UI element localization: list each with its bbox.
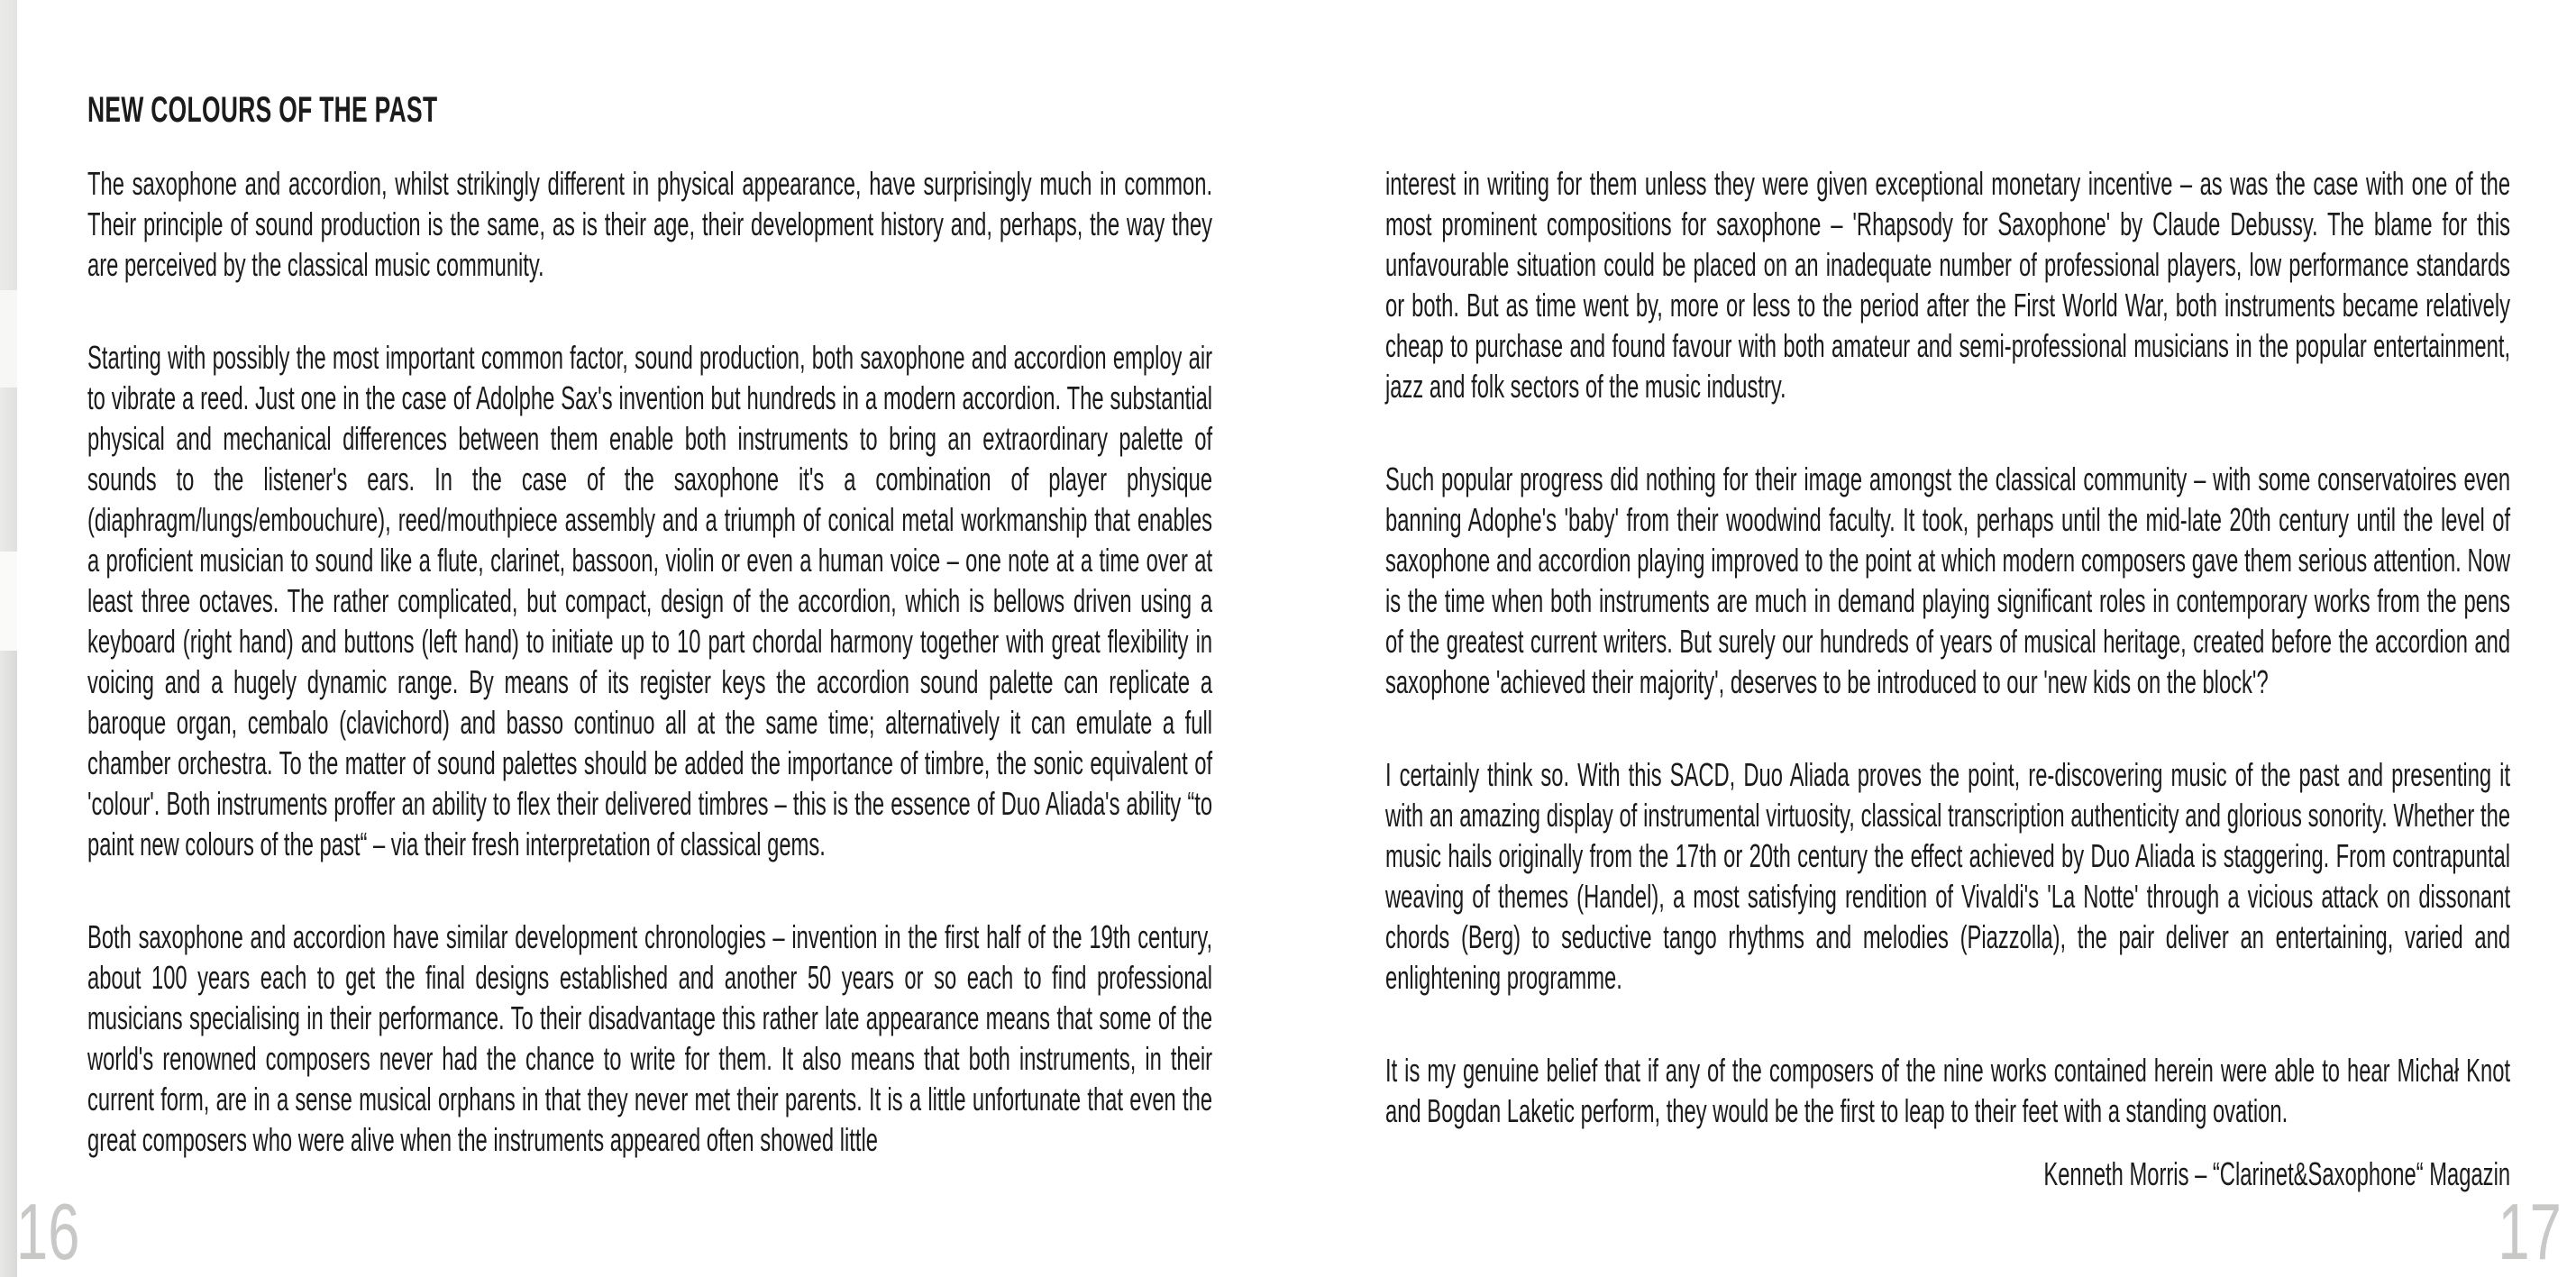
left-column	[87, 0, 1212, 1160]
left-paragraph-2: Starting with possibly the most important common factor, sound production, both saxophone and accordion employ air to vibrate a reed. Just one in the case of Adolphe Sax's invention but hundreds in a modern accordion. The substantial physical and mechanical differences between them enable both instruments to bring an extraordinary palette of sounds to the listener's ears. In the case of the saxophone it's a combination of player physique (diaphragm/lungs/embouchure), reed/mouthpiece assembly and a triumph of conical metal workmanship that enables a proficient musician to sound like a flute, clarinet, bassoon, violin or even a human voice – one note at a time over at least three octaves. The rather complicated, but compact, design of the accordion, which is bellows driven using a keyboard (right hand) and buttons (left hand) to initiate up to 10 part chordal harmony together with great flexibility in voicing and a hugely dynamic range. By means of its register keys the accordion sound palette can replicate a baroque organ, cembalo (clavichord) and basso continuo all at the same time; alternatively it can emulate a full chamber orchestra. To the matter of sound palettes should be added the importance of timbre, the sonic equivalent of 'colour'. Both instruments proffer an ability to flex their delivered timbres – this is the essence of Duo Aliada's ability “to paint new colours of the past“ – via their fresh interpretation of classical gems.	[87, 339, 1213, 862]
page-edge-segment	[0, 388, 17, 552]
page-edge-segment	[0, 0, 17, 290]
left-paragraph-1: The saxophone and accordion, whilst strikingly different in physical appearance, have surprisingly much in common. Their principle of sound production is the same, as is their age, their development history and, perhaps, the way they are perceived by the classical music community.	[87, 165, 1213, 283]
right-paragraph-3: I certainly think so. With this SACD, Duo Aliada proves the point, re-discovering music of the past and presenting it with an amazing display of instrumental virtuosity, classical transcription authenticity and glorious sonority. Whether the music hails originally from the 17th or 20th century the effect achieved by Duo Aliada is staggering. From contrapuntal weaving of themes (Handel), a most satisfying rendition of Vivaldi's 'La Notte' through a vicious attack on dissonant chords (Berg) to seductive tango rhythms and melodies (Piazzolla), the pair deliver an entertaining, varied and enlightening programme.	[1385, 756, 2511, 996]
right-paragraph-1: interest in writing for them unless they were given exceptional monetary incentive – as was the case with one of the most prominent compositions for saxophone – 'Rhapsody for Saxophone' by Claude Debussy. The blame for this unfavourable situation could be placed on an inadequate number of professional players, low performance standards or both. But as time went by, more or less to the period after the First World War, both instruments became relatively cheap to purchase and found favour with both amateur and semi-professional musicians in the popular entertainment, jazz and folk sectors of the music industry.	[1385, 165, 2511, 405]
page-edge-segment	[0, 290, 17, 388]
page-left	[87, 0, 1212, 1277]
right-paragraph-4: It is my genuine belief that if any of the composers of the nine works contained herein were able to hear Michał Knot and Bogdan Laketic perform, they would be the first to leap to their feet with a standing ovation.	[1385, 1052, 2511, 1129]
page-number-right: 17	[2498, 1187, 2562, 1276]
page-edge-segment	[0, 651, 17, 1277]
page-title: NEW COLOURS OF THE PAST	[87, 90, 438, 130]
right-column	[1385, 0, 2510, 1194]
left-paragraph-3: Both saxophone and accordion have similar development chronologies – invention in the first half of the 19th century, about 100 years each to get the final designs established and another 50 years or so each to find professional musicians specialising in their performance. To their disadvantage this rather late appearance means that some of the world's renowned composers never had the chance to write for them. It also means that both instruments, in their current form, are in a sense musical orphans in that they never met their parents. It is a little unfortunate that even the great composers who were alive when the instruments appeared often showed little	[87, 918, 1213, 1158]
right-paragraph-2: Such popular progress did nothing for their image amongst the classical community – with some conservatoires even banning Adophe's 'baby' from their woodwind faculty. It took, perhaps until the mid-late 20th century until the level of saxophone and accordion playing improved to the point at which modern composers gave them serious attention. Now is the time when both instruments are much in demand playing significant roles in contemporary works from the pens of the greatest current writers. But surely our hundreds of years of musical heritage, created before the accordion and saxophone 'achieved their majority', deserves to be introduced to our 'new kids on the block'?	[1385, 461, 2511, 700]
byline: Kenneth Morris – “Clarinet&Saxophone“ Magazin	[2043, 1155, 2511, 1192]
page-right	[1385, 0, 2510, 1277]
page-number-left: 16	[16, 1187, 80, 1276]
page-edge-strip	[0, 0, 17, 1277]
page-edge-segment	[0, 552, 17, 651]
